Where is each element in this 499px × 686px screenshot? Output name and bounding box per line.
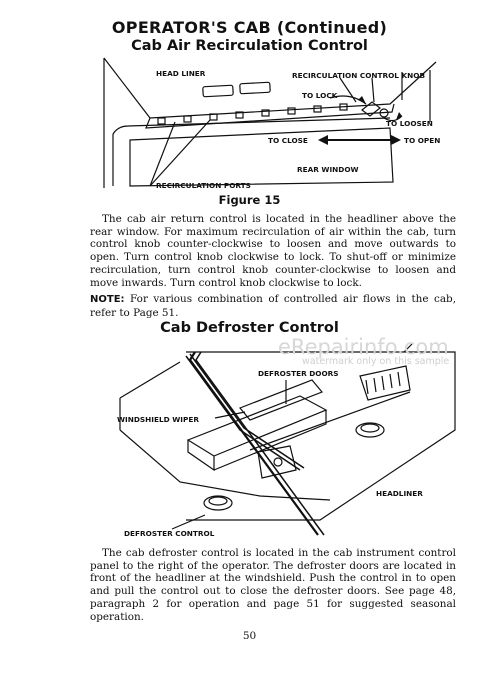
label-head-liner: HEAD LINER: [156, 69, 206, 78]
page-number: 50: [242, 630, 257, 642]
paragraph-recirculation: The cab air return control is located in the headliner above the rear window. For maximum recirculation of air within the cab, turn control knob counter-clockwise to loosen and move outwards to open. Turn control knob clockwise to lock. To shut-off or minimize recirculation, turn control knob counter-clockwise to loosen and move inwards. Turn control knob clockwise to lock.: [90, 213, 456, 289]
label-windshield-wiper: WINDSHIELD WIPER: [117, 415, 199, 424]
label-recirculation-ports: RECIRCULATION PORTS: [156, 181, 251, 190]
watermark-site: eRepairinfo.com: [278, 335, 449, 359]
label-defroster-doors: DEFROSTER DOORS: [258, 369, 339, 378]
label-headliner: HEADLINER: [376, 489, 423, 498]
watermark-note: watermark only on this sample: [302, 356, 450, 367]
label-to-close: TO CLOSE: [268, 136, 308, 145]
figure-caption: Figure 15: [218, 193, 281, 207]
page-title: OPERATOR'S CAB (Continued): [111, 18, 388, 37]
paragraph-defroster: The cab defroster control is located in the cab instrument control panel to the right of the operator. The defroster doors are located in front of the headliner at the windshield. Push the control in to open and pull the control out to close the defroster doors. See page 48, paragraph 2 for operation and page 51 for suggested seasonal operation.: [90, 547, 456, 623]
note-paragraph: [90, 293, 456, 319]
section-title-recirculation: Cab Air Recirculation Control: [131, 38, 368, 54]
label-recirculation-control-knob: RECIRCULATION CONTROL KNOB: [292, 71, 426, 80]
section-title-defroster: Cab Defroster Control: [160, 320, 339, 336]
label-defroster-control: DEFROSTER CONTROL: [124, 529, 215, 538]
label-to-open: TO OPEN: [404, 136, 441, 145]
label-to-lock: TO LOCK: [302, 91, 338, 100]
label-rear-window: REAR WINDOW: [297, 165, 359, 174]
note-text: For various combination of controlled air flows in the cab, refer to Page 51.: [90, 293, 456, 319]
label-to-loosen: TO LOOSEN: [386, 119, 433, 128]
note-label: NOTE:: [90, 294, 125, 305]
